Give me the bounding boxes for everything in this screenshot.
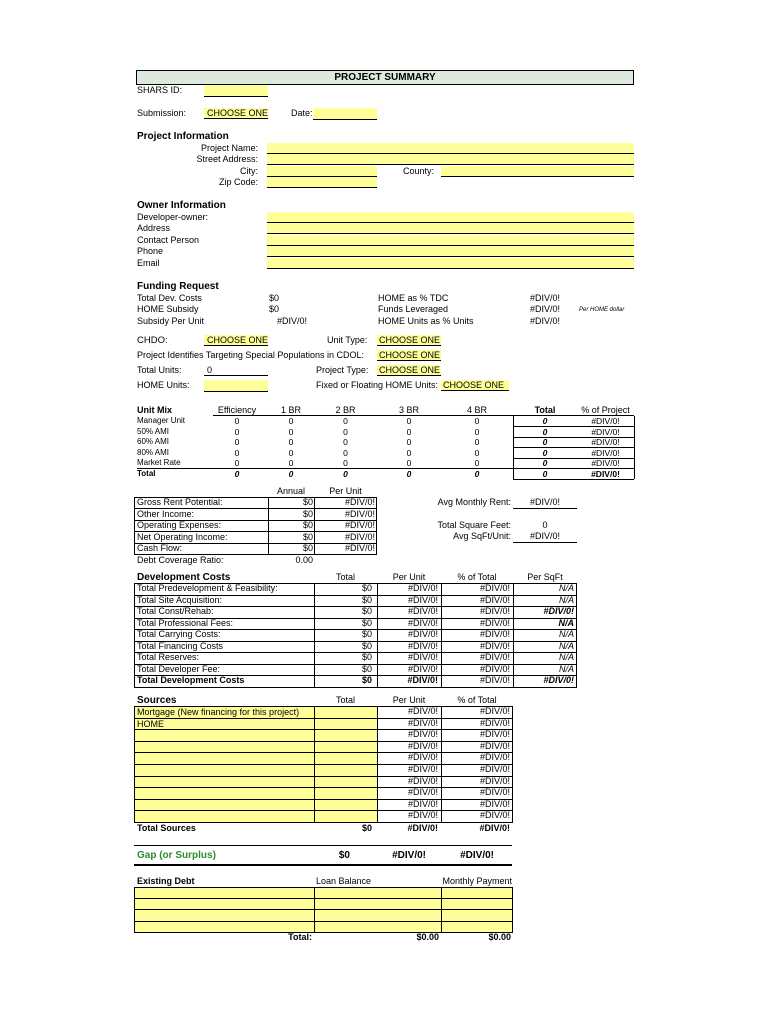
- operations-annual-value: $0: [302, 497, 313, 507]
- unit-mix-row-label: 50% AMI: [137, 426, 170, 436]
- contact-person-field[interactable]: [267, 235, 634, 246]
- home-units-label: HOME Units:: [137, 380, 190, 390]
- operations-row-label: Net Operating Income:: [137, 531, 228, 542]
- source-per-unit: #DIV/0!: [407, 775, 438, 786]
- unit-mix-cell: 0: [343, 416, 348, 426]
- dev-cost-sqft: N/A: [558, 629, 574, 639]
- total-dev-costs-value: $0: [269, 293, 280, 303]
- home-subsidy-label: HOME Subsidy: [137, 304, 199, 314]
- dev-cost-per-unit: #DIV/0!: [407, 594, 438, 605]
- page-title: PROJECT SUMMARY: [136, 70, 634, 85]
- unit-mix-cell: 0: [288, 437, 294, 447]
- operations-annual-value: $0: [302, 508, 313, 519]
- dev-cost-total: $0: [361, 652, 372, 662]
- source-pct: #DIV/0!: [479, 729, 510, 740]
- gap-bottom-rule: [134, 864, 512, 866]
- dev-cost-per-unit: #DIV/0!: [407, 663, 438, 674]
- unit-mix-col-header: 3 BR: [398, 405, 419, 415]
- unit-type-select[interactable]: CHOOSE ONE: [379, 335, 441, 345]
- dev-cost-pct: #DIV/0!: [479, 583, 510, 593]
- sources-total-label: Total Sources: [137, 822, 196, 833]
- unit-mix-row-label: Market Rate: [137, 458, 181, 467]
- dev-cost-per-unit: #DIV/0!: [407, 629, 438, 639]
- unit-mix-cell: 0: [542, 426, 548, 437]
- home-units-field[interactable]: [204, 380, 268, 392]
- unit-mix-cell: 0: [406, 447, 412, 458]
- unit-mix-cell: 0: [288, 416, 294, 426]
- unit-type-label: Unit Type:: [327, 335, 368, 345]
- date-label: Date:: [291, 108, 313, 118]
- source-pct: #DIV/0!: [479, 706, 510, 716]
- address-field[interactable]: [267, 223, 634, 234]
- home-units-pct-value: #DIV/0!: [529, 316, 560, 326]
- unit-mix-cell: 0: [406, 458, 412, 468]
- phone-label: Phone: [137, 246, 164, 256]
- operations-per-unit-value: #DIV/0!: [344, 520, 375, 530]
- funds-leveraged-label: Funds Leveraged: [378, 304, 449, 314]
- developer-owner-label: Developer-owner:: [137, 212, 209, 222]
- email-label: Email: [137, 258, 160, 268]
- street-address-label: Street Address:: [196, 154, 258, 164]
- source-per-unit: #DIV/0!: [407, 706, 438, 716]
- dev-cost-total: $0: [361, 617, 372, 628]
- unit-mix-total-rule: [137, 468, 634, 469]
- dev-cost-label: Total Financing Costs: [137, 640, 224, 651]
- avg-sqft-label: Avg SqFt/Unit:: [453, 531, 511, 541]
- source-per-unit: #DIV/0!: [407, 764, 438, 774]
- operations-divider-2: [314, 497, 315, 555]
- operations-per-unit-value: #DIV/0!: [344, 508, 375, 519]
- dev-cost-pct: #DIV/0!: [479, 629, 510, 639]
- annual-header: Annual: [276, 486, 306, 496]
- avg-rent-value: #DIV/0!: [513, 497, 577, 509]
- dev-cost-sqft: #DIV/0!: [543, 675, 574, 685]
- unit-mix-cell: 0: [406, 468, 412, 479]
- subsidy-per-unit-value: #DIV/0!: [276, 316, 307, 326]
- dev-cost-pct: #DIV/0!: [479, 675, 510, 685]
- unit-mix-col-header: 2 BR: [335, 405, 356, 415]
- unit-mix-cell: #DIV/0!: [591, 437, 620, 447]
- source-per-unit: #DIV/0!: [407, 729, 438, 740]
- unit-mix-right-border: [634, 416, 635, 479]
- dev-cost-col-divider: [513, 583, 514, 687]
- submission-label: Submission:: [137, 108, 187, 118]
- source-name-field[interactable]: [134, 810, 315, 823]
- gap-label: [137, 849, 216, 862]
- unit-mix-bottom-rule: [513, 479, 634, 480]
- gap-pct: #DIV/0!: [460, 850, 494, 861]
- unit-mix-cell: 0: [542, 458, 548, 468]
- fixed-floating-select[interactable]: CHOOSE ONE: [441, 380, 509, 391]
- dcr-value: 0.00: [295, 555, 313, 565]
- unit-mix-cell: 0: [474, 426, 480, 437]
- source-pct: #DIV/0!: [479, 775, 510, 786]
- dev-cost-label: Total Const/Rehab:: [137, 606, 214, 616]
- home-units-pct-label: HOME Units as % Units: [378, 316, 474, 326]
- shars-id-label: SHARS ID:: [137, 85, 183, 95]
- unit-mix-cell: #DIV/0!: [591, 458, 620, 468]
- dev-cost-total: $0: [361, 640, 372, 651]
- address-label: Address: [137, 223, 171, 233]
- source-per-unit: #DIV/0!: [407, 798, 438, 809]
- unit-mix-cell: 0: [288, 468, 294, 479]
- unit-mix-col-header: Total: [534, 405, 556, 415]
- unit-mix-col-header: 4 BR: [466, 405, 487, 415]
- gap-per-unit: #DIV/0!: [392, 850, 426, 861]
- unit-mix-cell: #DIV/0!: [591, 426, 620, 437]
- operations-annual-value: $0: [302, 520, 313, 530]
- unit-mix-cell: 0: [542, 416, 548, 426]
- source-amount-field[interactable]: [314, 810, 378, 823]
- dev-cost-per-unit: #DIV/0!: [407, 617, 438, 628]
- unit-mix-cell: 0: [234, 458, 240, 468]
- dev-cost-total: $0: [361, 663, 372, 674]
- dev-cost-per-unit: #DIV/0!: [407, 640, 438, 651]
- monthly-payment-header: Monthly Payment: [442, 876, 512, 886]
- unit-mix-cell: 0: [343, 468, 348, 479]
- dev-cost-label: Total Carrying Costs:: [137, 629, 221, 639]
- contact-person-label: Contact Person: [137, 235, 200, 245]
- unit-mix-cell: #DIV/0!: [591, 447, 620, 458]
- debt-total-loan: $0.00: [416, 932, 439, 942]
- street-address-field[interactable]: [267, 154, 634, 165]
- unit-mix-cell: 0: [343, 437, 348, 447]
- dev-cost-label: Total Predevelopment & Feasibility:: [137, 583, 278, 593]
- dev-cost-label: Total Developer Fee:: [137, 663, 221, 674]
- dev-total-header: Total: [335, 572, 355, 582]
- unit-mix-row-label: 80% AMI: [137, 447, 170, 457]
- county-field[interactable]: [441, 166, 634, 177]
- dev-cost-col-divider: [314, 583, 315, 687]
- sources-total-per-unit: #DIV/0!: [407, 822, 438, 833]
- gap-total: $0: [338, 850, 350, 861]
- per-unit-header: Per Unit: [329, 486, 362, 496]
- dcr-label: Debt Coverage Ratio:: [137, 555, 224, 565]
- sources-heading: Sources: [137, 695, 177, 706]
- dev-pct-header: % of Total: [457, 572, 497, 582]
- unit-mix-row-label: Total: [137, 468, 156, 478]
- dev-cost-label: Total Site Acquisition:: [137, 594, 223, 605]
- dev-cost-total: $0: [361, 629, 372, 639]
- developer-owner-field[interactable]: [267, 212, 634, 223]
- home-pct-tdc-value: #DIV/0!: [529, 293, 560, 303]
- source-per-unit: #DIV/0!: [407, 740, 438, 751]
- project-info-heading: Project Information: [137, 131, 229, 142]
- county-label: County:: [403, 166, 435, 176]
- dev-cost-total: $0: [361, 606, 372, 616]
- dev-cost-pct: #DIV/0!: [479, 663, 510, 674]
- city-field[interactable]: [267, 166, 377, 177]
- unit-mix-cell: 0: [542, 468, 548, 479]
- source-per-unit: #DIV/0!: [407, 717, 438, 728]
- unit-mix-cell: 0: [474, 458, 480, 468]
- owner-info-heading: Owner Information: [137, 200, 226, 211]
- project-type-label: Project Type:: [316, 365, 369, 375]
- source-name-field[interactable]: Mortgage (New financing for this project): [134, 706, 315, 719]
- subsidy-per-unit-label: Subsidy Per Unit: [137, 316, 205, 326]
- dev-cost-label: Total Development Costs: [137, 675, 245, 685]
- chdo-label: CHDO:: [137, 335, 168, 346]
- dev-cost-sqft: N/A: [558, 583, 574, 593]
- dev-cost-sqft: N/A: [558, 640, 574, 651]
- dev-cost-pct: #DIV/0!: [479, 652, 510, 662]
- sources-total-pct: #DIV/0!: [479, 822, 510, 833]
- operations-annual-value: $0: [302, 531, 313, 542]
- src-total-header: Total: [335, 695, 355, 705]
- src-pct-header: % of Total: [457, 695, 497, 705]
- dev-cost-label: Total Professional Fees:: [137, 617, 234, 628]
- source-pct: #DIV/0!: [479, 798, 510, 809]
- unit-mix-cell: 0: [474, 416, 480, 426]
- unit-mix-cell: 0: [234, 426, 240, 437]
- unit-mix-cell: 0: [406, 416, 412, 426]
- dev-cost-label: Total Reserves:: [137, 652, 200, 662]
- chdo-select[interactable]: CHOOSE ONE: [204, 335, 268, 346]
- dev-cost-sqft: #DIV/0!: [543, 606, 574, 616]
- avg-rent-label: Avg Monthly Rent:: [437, 497, 511, 507]
- source-per-unit: #DIV/0!: [407, 787, 438, 798]
- unit-mix-cell: 0: [288, 426, 294, 437]
- dev-cost-pct: #DIV/0!: [479, 617, 510, 628]
- source-pct: #DIV/0!: [479, 787, 510, 798]
- debt-total-payment: $0.00: [488, 932, 511, 942]
- dev-cost-pct: #DIV/0!: [479, 640, 510, 651]
- operations-row-label: Other Income:: [137, 508, 195, 519]
- dev-costs-heading: Development Costs: [137, 572, 231, 583]
- dev-sqft-header: Per SqFt: [527, 572, 563, 582]
- per-home-dollar-note: Per HOME dollar: [579, 307, 625, 313]
- unit-mix-row-label: Manager Unit: [137, 416, 186, 425]
- unit-mix-cell: 0: [234, 468, 240, 479]
- targeting-select[interactable]: CHOOSE ONE: [379, 350, 441, 360]
- project-name-label: Project Name:: [200, 143, 258, 153]
- unit-mix-cell: 0: [474, 437, 480, 447]
- unit-mix-heading: Unit Mix: [137, 405, 172, 415]
- unit-mix-cell: 0: [343, 458, 348, 468]
- project-type-select[interactable]: CHOOSE ONE: [379, 365, 441, 375]
- gap-top-rule: [134, 845, 512, 846]
- fixed-floating-label: Fixed or Floating HOME Units:: [316, 380, 439, 390]
- project-name-field[interactable]: [267, 143, 634, 154]
- source-col-divider: [441, 706, 442, 822]
- dev-cost-col-divider: [441, 583, 442, 687]
- zip-code-field[interactable]: [267, 177, 377, 188]
- dev-cost-col-divider: [377, 583, 378, 687]
- existing-debt-heading: Existing Debt: [137, 876, 195, 886]
- operations-row-label: Gross Rent Potential:: [137, 497, 223, 507]
- operations-per-unit-value: #DIV/0!: [344, 497, 375, 507]
- source-per-unit: #DIV/0!: [407, 752, 438, 763]
- dev-cost-total: $0: [361, 583, 372, 593]
- unit-mix-cell: 0: [474, 447, 480, 458]
- unit-mix-cell: 0: [406, 426, 412, 437]
- dev-cost-pct: #DIV/0!: [479, 594, 510, 605]
- sources-total: $0: [361, 822, 372, 833]
- dev-cost-total: $0: [361, 594, 372, 605]
- dev-cost-total: $0: [361, 675, 372, 685]
- unit-mix-cell: 0: [343, 447, 348, 458]
- email-field[interactable]: [267, 258, 634, 269]
- total-dev-costs-label: Total Dev. Costs: [137, 293, 202, 303]
- dev-cost-sqft: N/A: [558, 594, 574, 605]
- total-sqft-label: Total Square Feet:: [437, 520, 511, 530]
- source-pct: #DIV/0!: [479, 740, 510, 751]
- unit-mix-cell: 0: [234, 416, 240, 426]
- operations-divider-1: [268, 497, 269, 555]
- loan-balance-header: Loan Balance: [316, 876, 372, 886]
- home-subsidy-value: $0: [269, 304, 280, 314]
- source-per-unit: #DIV/0!: [407, 810, 438, 821]
- operations-annual-value: $0: [302, 543, 313, 553]
- surplus-word: (or Surplus): [156, 850, 216, 861]
- debt-total-label: Total:: [288, 932, 312, 942]
- zip-code-label: Zip Code:: [218, 177, 258, 187]
- total-units-label: Total Units:: [137, 365, 182, 375]
- targeting-label: Project Identifies Targeting Special Populations in CDOL:: [137, 350, 364, 360]
- unit-mix-cell: 0: [542, 437, 548, 447]
- source-pct: #DIV/0!: [479, 752, 510, 763]
- dev-cost-pct: #DIV/0!: [479, 606, 510, 616]
- unit-mix-cell: 0: [234, 437, 240, 447]
- source-name-field[interactable]: HOME: [134, 718, 315, 731]
- unit-mix-cell: 0: [343, 426, 348, 437]
- shars-id-field[interactable]: [204, 85, 268, 97]
- dev-per-unit-header: Per Unit: [392, 572, 426, 582]
- dev-cost-sqft: N/A: [558, 652, 574, 662]
- phone-field[interactable]: [267, 246, 634, 257]
- funds-leveraged-value: #DIV/0!: [529, 304, 560, 314]
- operations-row-label: Operating Expenses:: [137, 520, 222, 530]
- dev-cost-sqft: N/A: [558, 617, 574, 628]
- home-pct-tdc-label: HOME as % TDC: [378, 293, 449, 303]
- gap-word: Gap: [137, 850, 157, 861]
- unit-mix-cell: 0: [542, 447, 548, 458]
- operations-per-unit-value: #DIV/0!: [344, 531, 375, 542]
- unit-mix-col-header: % of Project: [581, 405, 630, 415]
- src-per-unit-header: Per Unit: [392, 695, 426, 705]
- dev-cost-per-unit: #DIV/0!: [407, 675, 438, 685]
- total-units-value: 0: [204, 365, 268, 376]
- debt-monthly-payment-field[interactable]: [441, 921, 513, 933]
- unit-mix-cell: #DIV/0!: [591, 416, 620, 426]
- unit-mix-cell: 0: [234, 447, 240, 458]
- source-pct: #DIV/0!: [479, 717, 510, 728]
- dev-cost-per-unit: #DIV/0!: [407, 606, 438, 616]
- unit-mix-cell: 0: [288, 458, 294, 468]
- dev-cost-per-unit: #DIV/0!: [407, 652, 438, 662]
- date-field[interactable]: [313, 108, 377, 120]
- operations-per-unit-value: #DIV/0!: [344, 543, 375, 553]
- unit-mix-row-label: 60% AMI: [137, 437, 170, 446]
- debt-name-field[interactable]: [134, 921, 315, 933]
- debt-loan-balance-field[interactable]: [314, 921, 442, 933]
- unit-mix-col-header: 1 BR: [280, 405, 301, 415]
- operations-row-label: Cash Flow:: [137, 543, 183, 553]
- city-label: City:: [240, 166, 258, 176]
- unit-mix-cell: 0: [288, 447, 294, 458]
- funding-heading: Funding Request: [137, 281, 219, 292]
- unit-mix-cell: 0: [474, 468, 480, 479]
- unit-mix-cell: #DIV/0!: [591, 468, 620, 479]
- unit-mix-col-header: Efficiency: [217, 405, 257, 415]
- dev-cost-per-unit: #DIV/0!: [407, 583, 438, 593]
- total-sqft-value: 0: [542, 520, 548, 530]
- avg-sqft-value: #DIV/0!: [513, 531, 577, 543]
- dev-cost-sqft: N/A: [558, 663, 574, 674]
- unit-mix-cell: 0: [406, 437, 412, 447]
- source-pct: #DIV/0!: [479, 810, 510, 821]
- submission-select[interactable]: CHOOSE ONE: [204, 108, 268, 119]
- source-pct: #DIV/0!: [479, 764, 510, 774]
